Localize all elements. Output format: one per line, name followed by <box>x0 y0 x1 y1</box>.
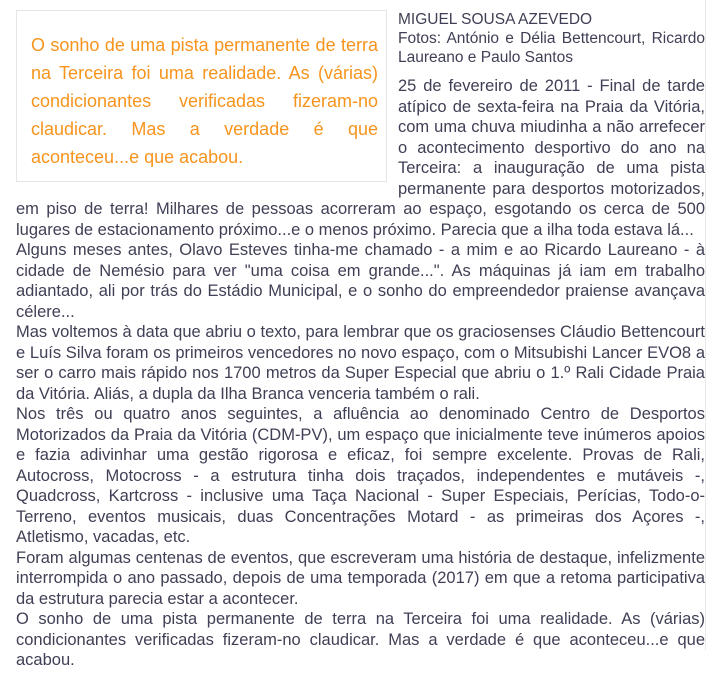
article-paragraph-4: Nos três ou quatro anos seguintes, a afluência ao denominado Centro de Desportos Motorizados da Praia da Vitória (CDM-PV), um espaço que inicialmente teve inúmeros apoios e fazia adivinhar uma gestão rigorosa e eficaz, foi sempre excelente. Provas de Rali, Autocross, Motocross - a estrutura tinha dois traçados, independentes e mutáveis -, Quadcross, Kartcross - inclusive uma Taça Nacional - Super Especiais, Perícias, Todo-o-Terreno, eventos musicais, duas Concentrações Motard - as primeiras dos Açores -, Atletismo, vacadas, etc. <box>16 405 705 546</box>
article-paragraph-1: 25 de fevereiro de 2011 - Final de tarde atípico de sexta-feira na Praia da Vitória, com uma chuva miudinha a não arrefecer o acontecimento desportivo do ano na Terceira: a inauguração de uma pista permanente para desportos motorizados, em piso de terra! Milhares de pessoas acorreram ao espaço, esgotando os cerca de 500 lugares de estacionamento próximo...e o menos próximo. Parecia que a ilha toda estava lá... <box>16 77 705 239</box>
article-paragraph-2: Alguns meses antes, Olavo Esteves tinha-me chamado - a mim e ao Ricardo Laureano - à cidade de Nemésio para ver "uma coisa em grande...". As máquinas já iam em trabalho adiantado, ali por trás do Estádio Municipal, e o sonho do empreendedor praiense avançava célere... <box>16 241 705 321</box>
byline-photo-credits: Fotos: António e Délia Bettencourt, Ricardo Laureano e Paulo Santos <box>398 30 705 66</box>
article-paragraph-5: Foram algumas centenas de eventos, que escreveram uma história de destaque, infelizmente interrompida o ano passado, depois de uma temporada (2017) em que a retoma participativa da estrutura parecia estar a acontecer. <box>16 548 705 608</box>
quote-box <box>16 10 387 182</box>
article-paragraph-3: Mas voltemos à data que abriu o texto, para lembrar que os graciosenses Cláudio Bettencourt e Luís Silva foram os primeiros vencedores no novo espaço, com o Mitsubishi Lancer EVO8 a ser o carro mais rápido nos 1700 metros da Super Especial que abriu o 1.º Rali Cidade Praia da Vitória. Aliás, a dupla da Ilha Branca venceria também o rali. <box>16 323 705 403</box>
byline-author: MIGUEL SOUSA AZEVEDO <box>398 11 593 28</box>
article-paragraph-6: O sonho de uma pista permanente de terra na Terceira foi uma realidade. As (várias) condicionantes verificadas fizeram-no claudicar. Mas a verdade é que aconteceu...e que acabou. <box>16 610 705 669</box>
quote-text: O sonho de uma pista permanente de terra na Terceira foi uma realidade. As (várias) condicionantes verificadas fizeram-no claudicar. Mas a verdade é que aconteceu...e que acabou. <box>31 35 378 167</box>
page-right-border-rule <box>705 0 706 650</box>
